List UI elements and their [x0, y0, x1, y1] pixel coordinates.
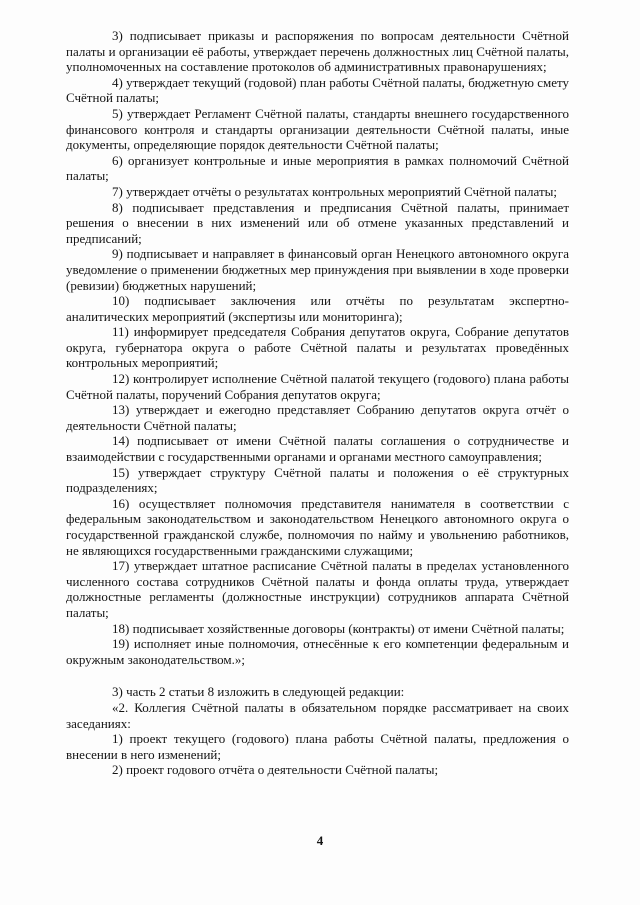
paragraph-item-5: 5) утверждает Регламент Счётной палаты, стандарты внешнего государственного финансового контроля и стандарты организации деятельности Счётной палаты, иные документы, определяющие порядок деятельности Счётной палаты;: [66, 105, 569, 153]
paragraph-item-12: 12) контролирует исполнение Счётной палатой текущего (годового) плана работы Счётной палаты, поручений Собрания депутатов округа;: [66, 371, 569, 402]
paragraph-item-4: 4) утверждает текущий (годовой) план работы Счётной палаты, бюджетную смету Счётной палаты;: [66, 74, 569, 106]
paragraph-item-19: 19) исполняет иные полномочия, отнесённые к его компетенции федеральным и окружным законодательством.»;: [66, 636, 569, 667]
amendment-quote-start: «2. Коллегия Счётной палаты в обязательном порядке рассматривает на своих заседаниях:: [66, 699, 569, 731]
paragraph-item-18: 18) подписывает хозяйственные договоры (контракты) от имени Счётной палаты;: [112, 620, 565, 636]
paragraph-item-3: 3) подписывает приказы и распоряжения по вопросам деятельности Счётной палаты и организации её работы, утверждает перечень должностных лиц Счётной палаты, уполномоченных на составление протоколов об административных правонарушениях;: [66, 28, 569, 75]
page-number: 4: [316, 833, 324, 848]
paragraph-item-10: 10) подписывает заключения или отчёты по результатам экспертно-аналитических мероприятий (экспертизы или мониторинга);: [66, 293, 569, 324]
paragraph-item-14: 14) подписывает от имени Счётной палаты соглашения о сотрудничестве и взаимодействии с государственными органами и органами местного самоуправления;: [66, 433, 569, 465]
document-body: [66, 28, 569, 778]
paragraph-item-7: 7) утверждает отчёты о результатах контрольных мероприятий Счётной палаты;: [112, 183, 557, 199]
amendment-heading: 3) часть 2 статьи 8 изложить в следующей редакции:: [112, 684, 405, 700]
paragraph-item-17: 17) утверждает штатное расписание Счётной палаты в пределах установленного численного состава сотрудников Счётной палаты и фонда оплаты труда, утверждает должностные регламенты (должностные инструкции) сотрудников аппарата Счётной палаты;: [66, 558, 569, 620]
paragraph-item-8: 8) подписывает представления и предписания Счётной палаты, принимает решения о внесении в них изменений или об отмене указанных представлений и предписаний;: [66, 199, 569, 246]
collegium-item-2: 2) проект годового отчёта о деятельности Счётной палаты;: [112, 762, 439, 778]
paragraph-item-16: 16) осуществляет полномочия представителя нанимателя в соответствии с федеральным законодательством и законодательством Ненецкого автономного округа о государственной гражданской службе, полномочия по найму и увольнению работников, не являющихся государственными гражданскими служащими;: [66, 495, 569, 558]
paragraph-item-6: 6) организует контрольные и иные мероприятия в рамках полномочий Счётной палаты;: [66, 152, 569, 184]
paragraph-item-13: 13) утверждает и ежегодно представляет Собранию депутатов округа отчёт о деятельности Счётной палаты;: [66, 402, 569, 433]
collegium-item-1: 1) проект текущего (годового) плана работы Счётной палаты, предложения о внесении в него изменений;: [66, 731, 569, 762]
paragraph-item-9: 9) подписывает и направляет в финансовый орган Ненецкого автономного округа уведомление о применении бюджетных мер принуждения при выявлении в ходе проверки (ревизии) бюджетных нарушений;: [66, 246, 569, 293]
paragraph-item-11: 11) информирует председателя Собрания депутатов округа, Собрание депутатов округа, губернатора округа о работе Счётной палаты и результатах проведённых контрольных мероприятий;: [66, 324, 569, 371]
paragraph-item-15: 15) утверждает структуру Счётной палаты и положения о её структурных подразделениях;: [66, 464, 569, 496]
